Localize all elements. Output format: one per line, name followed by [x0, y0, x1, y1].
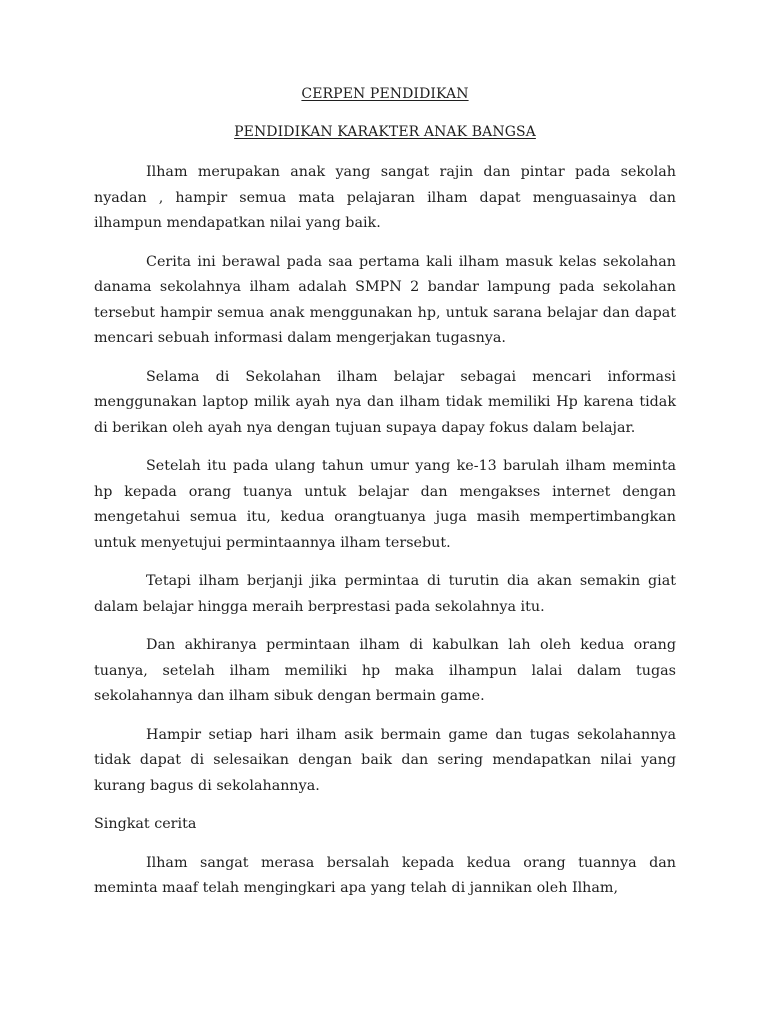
paragraph: Cerita ini berawal pada saa pertama kali ilham masuk kelas sekolahan danama sekolahnya ilham adalah SMPN 2 bandar lampung pada sekolahan tersebut hampir semua anak menggunakan hp, untuk sarana belajar dan dapat mencari sebuah informasi dalam mengerjakan tugasnya. [94, 253, 676, 346]
paragraph: Tetapi ilham berjanji jika permintaa di turutin dia akan semakin giat dalam belajar hingga meraih berprestasi pada sekolahnya itu. [94, 573, 676, 615]
paragraph: Ilham sangat merasa bersalah kepada kedua orang tuannya dan meminta maaf telah mengingkari apa yang telah di jannikan oleh Ilham, [94, 854, 676, 896]
paragraph: Ilham merupakan anak yang sangat rajin dan pintar pada sekolah nyadan , hampir semua mata pelajaran ilham dapat menguasainya dan ilhampun mendapatkan nilai yang baik. [94, 164, 676, 231]
paragraph: Setelah itu pada ulang tahun umur yang ke-13 barulah ilham meminta hp kepada orang tuanya untuk belajar dan mengakses internet dengan mengetahui semua itu, kedua orangtuanya juga masih mempertimbangkan untuk menyetujui permintaannya ilham tersebut. [94, 458, 676, 551]
document-subtitle: PENDIDIKAN KARAKTER ANAK BANGSA [234, 124, 536, 140]
section-label: Singkat cerita [94, 816, 197, 832]
paragraph: Hampir setiap hari ilham asik bermain game dan tugas sekolahannya tidak dapat di selesaikan dengan baik dan sering mendapatkan nilai yang kurang bagus di sekolahannya. [94, 726, 676, 794]
document-title: CERPEN PENDIDIKAN [301, 86, 469, 102]
paragraph: Selama di Sekolahan ilham belajar sebagai mencari informasi menggunakan laptop milik ayah nya dan ilham tidak memiliki Hp karena tidak di berikan oleh ayah nya dengan tujuan supaya dapay fokus dalam belajar. [94, 368, 676, 436]
paragraph: Dan akhiranya permintaan ilham di kabulkan lah oleh kedua orang tuanya, setelah ilham memiliki hp maka ilhampun lalai dalam tugas sekolahannya dan ilham sibuk dengan bermain game. [94, 637, 676, 704]
